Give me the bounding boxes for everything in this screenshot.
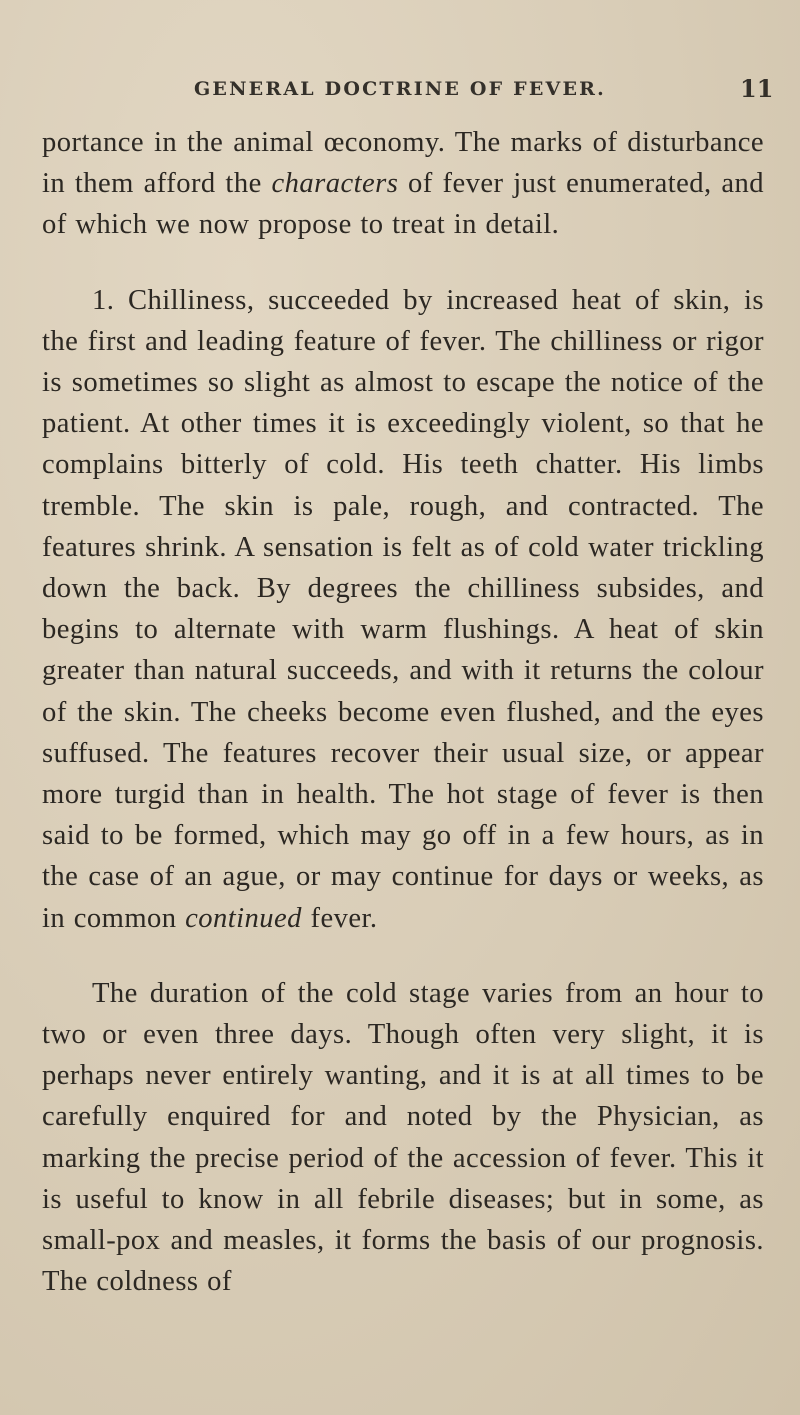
running-head	[0, 74, 800, 108]
paragraph-chilliness	[42, 280, 764, 939]
running-title: GENERAL DOCTRINE OF FEVER.	[194, 78, 606, 100]
text-segment: fever.	[301, 902, 378, 934]
paragraph-gap	[42, 939, 764, 973]
text-segment: The duration of the cold stage varies from an hour to two or even three days. Though often very slight, it is perhaps never entirely wanting, and it is at all times to be carefully enquired for and noted by the Physician, as marking the precise period of the accession of fever. This it is useful to know in all febrile diseases; but in some, as small-pox and measles, it forms the basis of our prognosis. The coldness of	[42, 977, 764, 1298]
paragraph-cold-stage-duration	[42, 973, 764, 1303]
text-segment: portance in the animal œconomy. The marks of disturbance in them afford the	[42, 127, 764, 200]
italic-term: continued	[185, 902, 302, 934]
paragraph-gap	[42, 246, 764, 280]
body-text	[42, 122, 764, 1302]
page-number: 11	[740, 74, 774, 103]
text-segment: 1. Chilliness, succeeded by increased heat of skin, is the first and leading feature of fever. The chilliness or rigor is sometimes so slight as almost to escape the notice of the patient. At other times it is exceedingly violent, so that he complains bitterly of cold. His teeth chatter. His limbs tremble. The skin is pale, rough, and contracted. The features shrink. A sensation is felt as of cold water trickling down the back. By degrees the chilliness subsides, and begins to alternate with warm flushings. A heat of skin greater than natural succeeds, and with it returns the colour of the skin. The cheeks become even flushed, and the eyes suffused. The features recover their usual size, or appear more turgid than in health. The hot stage of fever is then said to be formed, which may go off in a few hours, as in the case of an ague, or may continue for days or weeks, as in common	[42, 284, 764, 934]
italic-term: characters	[271, 168, 399, 200]
text-segment: of fever just enumerated, and of which we now propose to treat in detail.	[42, 168, 764, 241]
paragraph-continuation	[42, 122, 764, 246]
